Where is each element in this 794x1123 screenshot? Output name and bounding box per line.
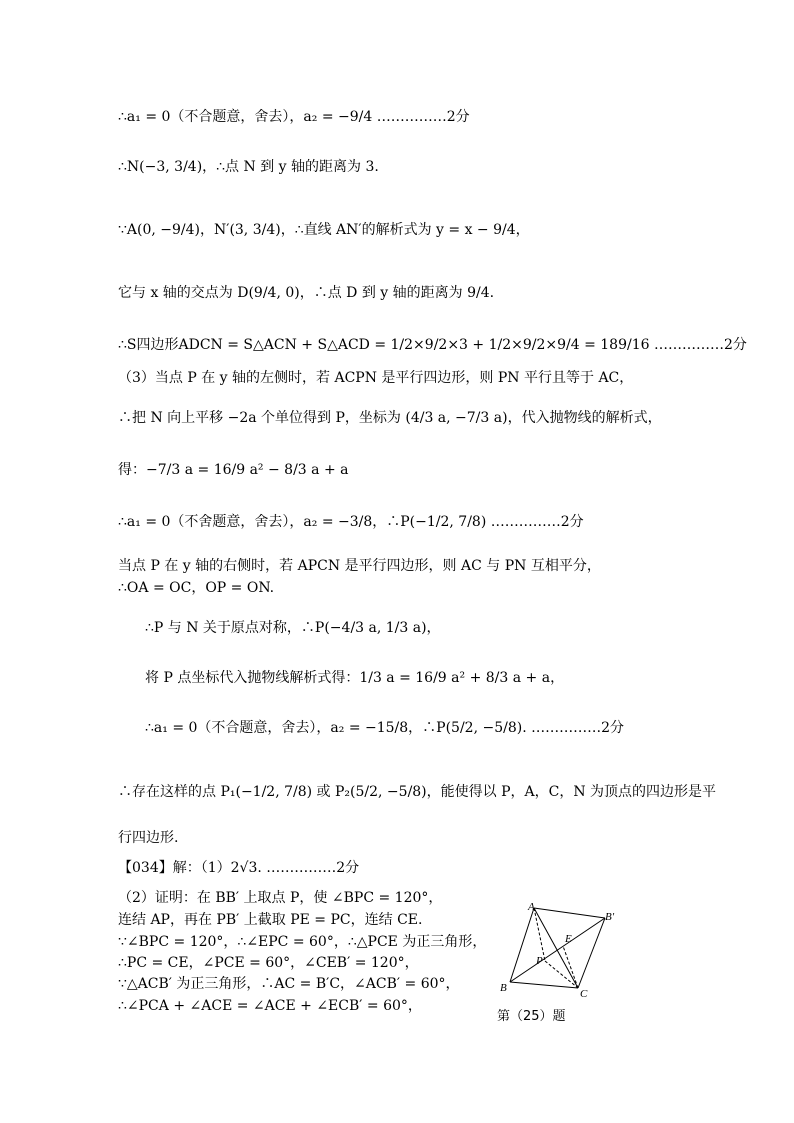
solution-line-18: （2）证明：在 BB′ 上取点 P，使 ∠BPC = 120°，: [118, 890, 443, 906]
figure-caption: 第（25）题: [497, 1009, 566, 1024]
solution-line-16: 行四边形.: [118, 830, 179, 846]
segment-PC: [545, 961, 578, 988]
solution-line-12: ∴P 与 N 关于原点对称，∴P(−4/3 a, 1/3 a)，: [145, 620, 441, 636]
solution-line-15: ∴存在这样的点 P₁(−1/2, 7/8) 或 P₂(5/2, −5/8)，能使得以 P，A，C，N 为顶点的四边形是平: [118, 784, 717, 800]
solution-line-9: ∴a₁ = 0（不舍题意，舍去），a₂ = −3/8，∴P(−1/2, 7/8) ……………2分: [118, 514, 584, 530]
solution-line-8: 得：−7/3 a = 16/9 a² − 8/3 a + a: [118, 462, 349, 478]
edge-B-prime-C: [578, 918, 605, 988]
label-A: A: [528, 901, 535, 913]
solution-line-7: ∴把 N 向上平移 −2a 个单位得到 P，坐标为 (4/3 a, −7/3 a)，代入抛物线的解析式，: [118, 410, 662, 426]
solution-line-2: ∴N(−3, 3/4)，∴点 N 到 y 轴的距离为 3.: [118, 159, 379, 175]
solution-line-10: 当点 P 在 y 轴的右侧时，若 APCN 是平行四边形，则 AC 与 PN 互相平分，: [118, 558, 601, 574]
solution-line-23: ∴∠PCA + ∠ACE = ∠ACE + ∠ECB′ = 60°，: [118, 998, 422, 1014]
solution-line-13: 将 P 点坐标代入抛物线解析式得：1/3 a = 16/9 a² + 8/3 a + a，: [145, 670, 565, 686]
solution-line-11: ∴OA = OC，OP = ON.: [118, 580, 275, 596]
edge-AB-prime: [534, 908, 605, 918]
solution-line-21: ∴PC = CE，∠PCE = 60°，∠CEB′ = 120°，: [118, 955, 419, 971]
label-E: E: [565, 933, 572, 945]
solution-line-22: ∵△ACB′ 为正三角形，∴AC = B′C，∠ACB′ = 60°，: [118, 976, 460, 992]
solution-line-14: ∴a₁ = 0（不合题意，舍去），a₂ = −15/8，∴P(5/2, −5/8). ……………2分: [145, 720, 625, 736]
solution-line-3: ∵A(0, −9/4)，N′(3, 3/4)，∴直线 AN′的解析式为 y = x − 9/4，: [118, 222, 530, 238]
solution-line-1: ∴a₁ = 0（不合题意，舍去），a₂ = −9/4 ……………2分: [118, 109, 470, 125]
segment-AP: [534, 908, 545, 961]
solution-line-17: 【034】解：（1）2√3. ……………2分: [118, 860, 360, 876]
label-P: P: [536, 955, 543, 967]
geometry-figure: [492, 898, 615, 1020]
solution-line-4: 它与 x 轴的交点为 D(9/4, 0)，∴点 D 到 y 轴的距离为 9/4.: [118, 285, 495, 301]
label-B: B: [500, 982, 507, 994]
edge-BA: [510, 908, 534, 982]
label-C: C: [580, 988, 588, 1000]
diagonal-BB-prime: [510, 918, 605, 982]
diagonal-AC: [534, 908, 578, 988]
solution-line-19: 连结 AP，再在 PB′ 上截取 PE = PC，连结 CE.: [118, 912, 423, 928]
label-B-prime: B′: [605, 911, 615, 923]
edge-CB: [510, 982, 578, 988]
solution-line-20: ∵∠BPC = 120°，∴∠EPC = 60°，∴△PCE 为正三角形，: [118, 934, 487, 950]
solution-line-5: ∴S四边形ADCN = S△ACN + S△ACD = 1/2×9/2×3 + 1/2×9/2×9/4 = 189/16 ……………2分: [118, 337, 747, 353]
solution-line-6: （3）当点 P 在 y 轴的左侧时，若 ACPN 是平行四边形，则 PN 平行且等于 AC，: [118, 370, 634, 386]
